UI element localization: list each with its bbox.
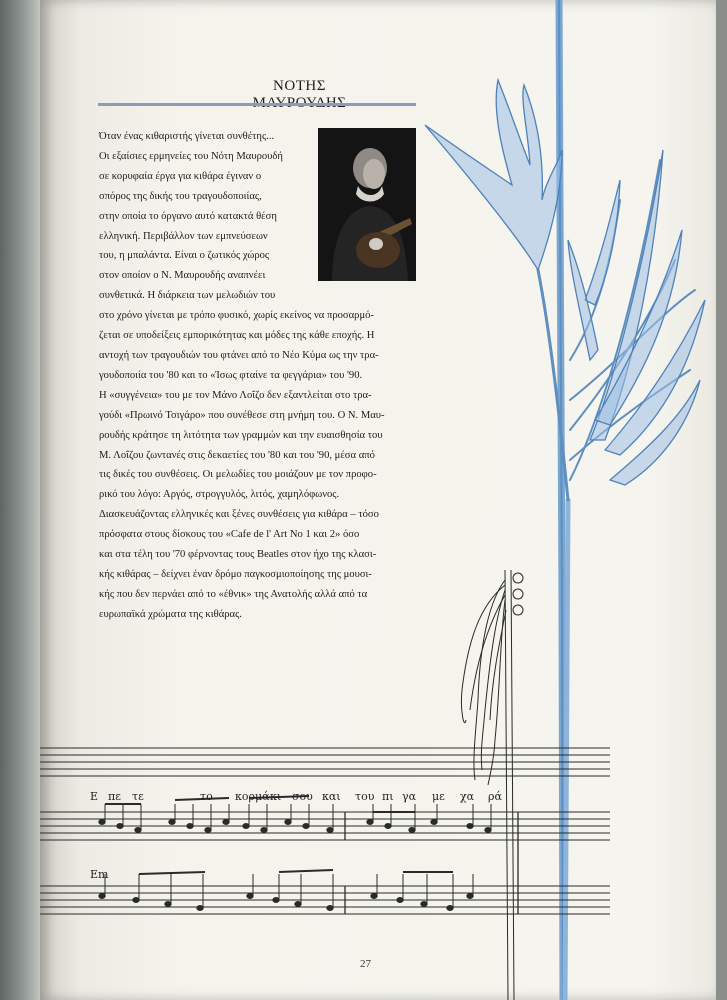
- text-line: αντοχή των τραγουδιών του φτάνει από το Νέο Κύμα ως την τρα-: [99, 349, 379, 361]
- text-line: του, η μπαλάντα. Είναι ο ζωτικός χώρος: [99, 250, 270, 262]
- text-line: και στα τέλη του '70 φέρνοντας τους Beatles στον ήχο της κλασι-: [99, 549, 377, 561]
- text-line: Διασκευάζοντας ελληνικές και ξένες συνθέσεις για κιθάρα – τόσο: [99, 509, 379, 521]
- text-line: πρόσφατα στους δίσκους του «Cafe de l' Art Νο 1 και 2» όσο: [99, 529, 360, 541]
- note-head: [99, 820, 105, 825]
- note-head: [367, 820, 373, 825]
- lyric-syllable: κι: [270, 790, 282, 803]
- text-line: σε κορυφαία έργα για κιθάρα έγιναν ο: [99, 170, 262, 182]
- note-head: [385, 824, 391, 829]
- note-head: [421, 902, 427, 907]
- text-line: τις δικές του συνθέσεις. Οι μελωδίες του μοιάζουν με τον προφο-: [99, 469, 377, 481]
- text-line: ρικό του λόγο: Αργός, στρογγυλός, λιτός, χαμηλόφωνος.: [99, 489, 340, 501]
- text-line: ελληνική. Περιβάλλον των εμπνεύσεων: [99, 230, 268, 242]
- note-head: [169, 820, 175, 825]
- note-head: [285, 820, 291, 825]
- lyric-syllable: πε: [108, 790, 121, 803]
- note-head: [327, 828, 333, 833]
- note-head: [431, 820, 437, 825]
- text-line: συνθετικά. Η διάρκεια των μελωδιών του: [99, 290, 276, 302]
- note-head: [99, 894, 105, 899]
- text-line: στην οποία το όργανο αυτό κατακτά θέση: [99, 210, 277, 222]
- text-line: ζεται σε υποδείξεις εμπορικότητας και μόδες της κάθε εποχής. Η: [99, 330, 375, 342]
- text-line: ευρωπαϊκά χρώματα της κιθάρας.: [99, 608, 242, 620]
- note-head: [467, 824, 473, 829]
- note-head: [197, 906, 203, 911]
- note-head: [261, 828, 267, 833]
- text-line: γούδι «Πρωινό Τσιγάρο» που συνέθεσε στη μνήμη του. Ο Ν. Μαυ-: [99, 409, 385, 421]
- note-head: [273, 898, 279, 903]
- lyric-syllable: χα: [460, 790, 475, 803]
- text-line: γουδοποιία του '80 και το «Ίσως φταίνε τα φεγγάρια» του '90.: [99, 369, 363, 381]
- lyric-syllable: κορ: [235, 790, 255, 803]
- lyric-syllable: με: [432, 790, 445, 803]
- lyric-syllable: το: [200, 790, 213, 803]
- note-beam: [139, 872, 205, 874]
- note-head: [447, 906, 453, 911]
- note-head: [133, 898, 139, 903]
- note-head: [397, 898, 403, 903]
- note-head: [303, 824, 309, 829]
- text-line: στο χρόνο γίνεται με τρόπο φυσικό, χωρίς εκείνος να προσαρμό-: [99, 310, 374, 322]
- lyric-syllable: μά: [255, 790, 270, 803]
- page-number: 27: [360, 958, 371, 970]
- note-head: [165, 902, 171, 907]
- title-underline: [98, 103, 416, 106]
- note-head: [243, 824, 249, 829]
- lyric-syllable: γα: [402, 790, 417, 803]
- note-head: [485, 828, 491, 833]
- lyric-syllable: και: [322, 790, 341, 803]
- note-head: [205, 828, 211, 833]
- note-head: [467, 894, 473, 899]
- note-head: [371, 894, 377, 899]
- lyric-syllable: σου: [292, 790, 313, 803]
- lyric-syllable: του: [355, 790, 375, 803]
- lyric-syllable: Ε: [90, 790, 99, 803]
- note-beam: [279, 870, 333, 872]
- text-line: Οι εξαίσιες ερμηνείες του Νότη Μαυρουδή: [99, 150, 283, 162]
- text-line: ρουδής κράτησε τη λιτότητα των γραμμών και την ευαισθησία του: [99, 429, 383, 441]
- note-head: [327, 906, 333, 911]
- text-line: Όταν ένας κιθαριστής γίνεται συνθέτης...: [99, 131, 275, 142]
- note-head: [223, 820, 229, 825]
- lyric-syllable: τε: [132, 790, 144, 803]
- text-line: κής κιθάρας – δείχνει έναν δρόμο παγκοσμιοποίησης της μουσι-: [99, 568, 372, 580]
- music-score: [40, 740, 610, 940]
- text-line: Η «συγγένεια» του με τον Μάνο Λοΐζο δεν εξαντλείται στο τρα-: [99, 389, 372, 401]
- note-head: [135, 828, 141, 833]
- note-head: [117, 824, 123, 829]
- text-line: Μ. Λοΐζου ζωντανές στις δεκαετίες του '80 και του '90, μέσα από: [99, 449, 375, 461]
- note-head: [409, 828, 415, 833]
- text-line: στον οποίον ο Ν. Μαυρουδής αναπνέει: [99, 270, 266, 282]
- note-head: [247, 894, 253, 899]
- note-head: [295, 902, 301, 907]
- note-head: [187, 824, 193, 829]
- page-title: ΝΟΤΗΣ: [273, 78, 326, 94]
- lyric-syllable: ρά: [488, 790, 502, 803]
- chord-label: Em: [90, 868, 109, 881]
- text-line: κής που δεν περνάει από το «έθνικ» της Ανατολής αλλά από τα: [99, 588, 368, 600]
- article-body: [99, 127, 417, 625]
- lyric-syllable: πι: [382, 790, 394, 803]
- text-line: σπόρος της δικής του τραγουδοποιίας,: [99, 190, 262, 202]
